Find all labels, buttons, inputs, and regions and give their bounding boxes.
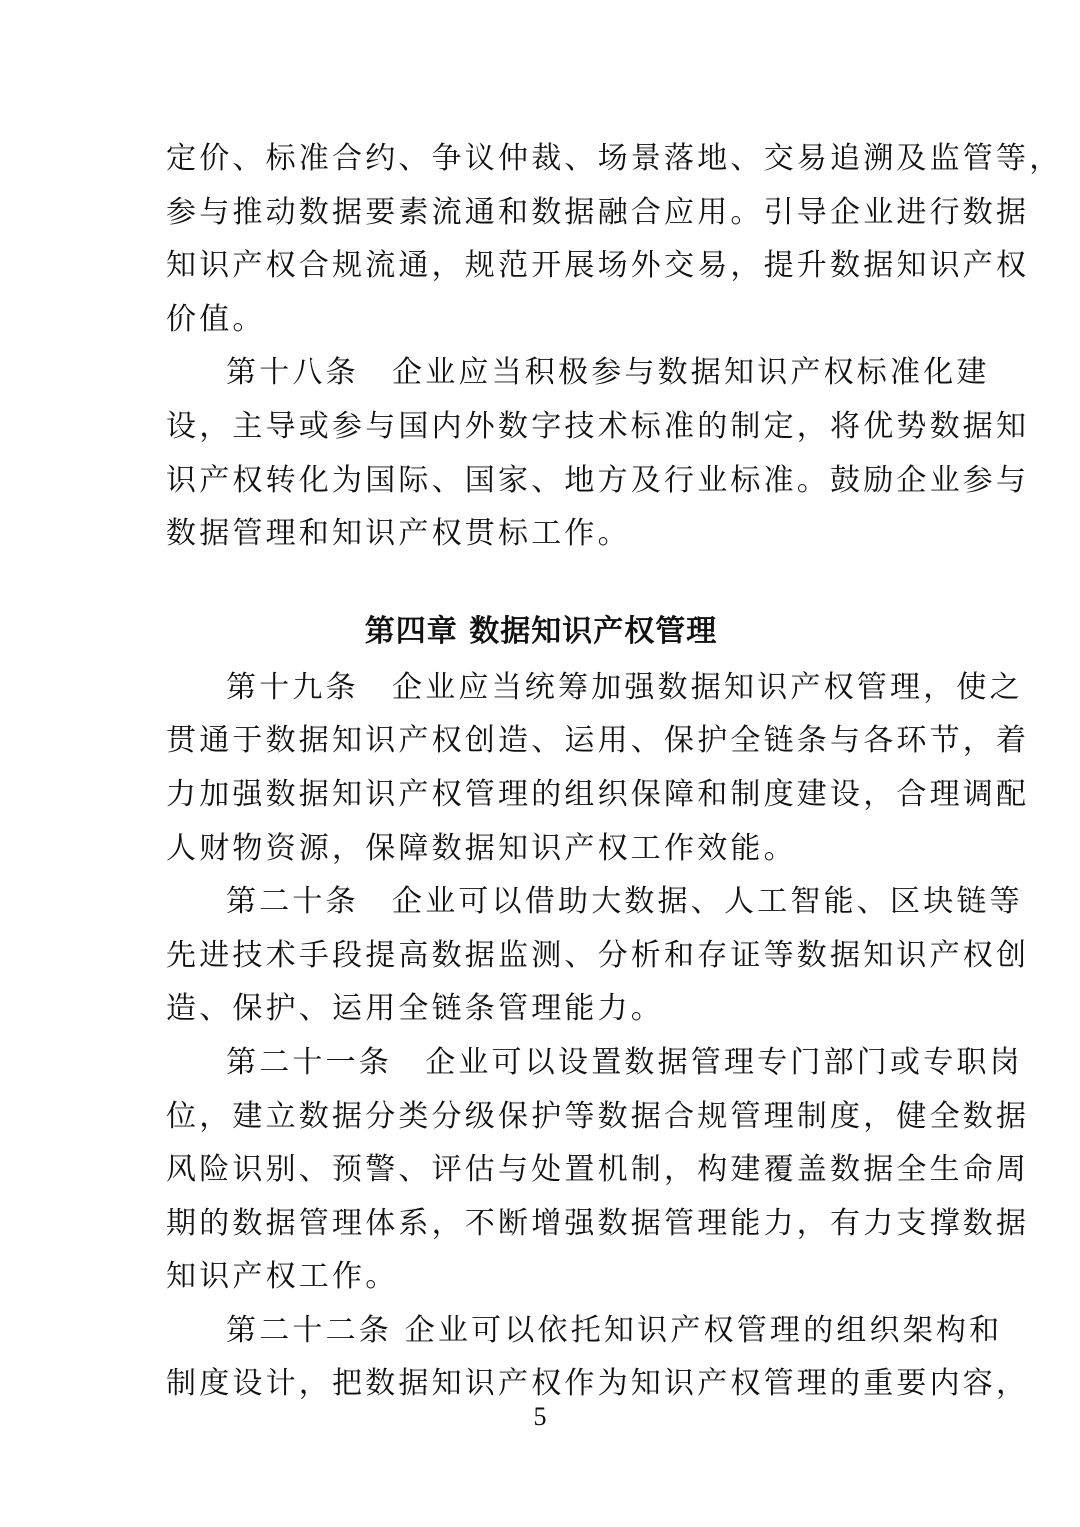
text-line: 第二十条 企业可以借助大数据、人工智能、区块链等 xyxy=(226,884,1023,920)
text-line: 设，主导或参与国内外数字技术标准的制定，将优势数据知 xyxy=(166,408,1030,444)
text-line: 数据管理和知识产权贯标工作。 xyxy=(166,516,631,552)
text-line: 贯通于数据知识产权创造、运用、保护全链条与各环节，着 xyxy=(166,723,1030,759)
text-line: 识产权转化为国际、国家、地方及行业标准。鼓励企业参与 xyxy=(166,462,1030,498)
text-line: 风险识别、预警、评估与处置机制，构建覆盖数据全生命周 xyxy=(166,1152,1030,1188)
text-line: 知识产权工作。 xyxy=(166,1259,399,1295)
text-line: 定价、标准合约、争议仲裁、场景落地、交易追溯及监管等， xyxy=(166,141,1063,176)
text-line: 第二十一条 企业可以设置数据管理专门部门或专职岗 xyxy=(226,1044,1023,1080)
text-line: 力加强数据知识产权管理的组织保障和制度建设，合理调配 xyxy=(166,776,1030,812)
text-line: 制度设计，把数据知识产权作为知识产权管理的重要内容， xyxy=(166,1366,1030,1402)
text-line: 参与推动数据要素流通和数据融合应用。引导企业进行数据 xyxy=(166,194,1030,230)
text-line: 位，建立数据分类分级保护等数据合规管理制度，健全数据 xyxy=(166,1098,1030,1134)
document-body xyxy=(166,132,1063,1411)
text-line: 第十九条 企业应当统筹加强数据知识产权管理，使之 xyxy=(226,669,1023,705)
article-19 xyxy=(166,661,1030,875)
article-21 xyxy=(166,1036,1030,1304)
article-18 xyxy=(166,346,1030,560)
text-line: 第二十二条 企业可以依托知识产权管理的组织架构和 xyxy=(226,1312,1003,1348)
page-number: 5 xyxy=(533,1402,547,1431)
paragraph-continuation xyxy=(166,132,1063,346)
section-spacer xyxy=(166,561,916,603)
text-line: 先进技术手段提高数据监测、分析和存证等数据知识产权创 xyxy=(166,937,1030,973)
text-line: 期的数据管理体系，不断增强数据管理能力，有力支撑数据 xyxy=(166,1205,1030,1241)
text-line: 造、保护、运用全链条管理能力。 xyxy=(166,991,664,1027)
text-line: 人财物资源，保障数据知识产权工作效能。 xyxy=(166,830,797,866)
text-line: 价值。 xyxy=(166,301,266,337)
text-line: 第十八条 企业应当积极参与数据知识产权标准化建 xyxy=(226,355,990,391)
article-22 xyxy=(166,1304,1030,1411)
chapter-title: 第四章 数据知识产权管理 xyxy=(364,613,718,649)
article-20 xyxy=(166,875,1030,1036)
text-line: 知识产权合规流通，规范开展场外交易，提升数据知识产权 xyxy=(166,248,1030,284)
